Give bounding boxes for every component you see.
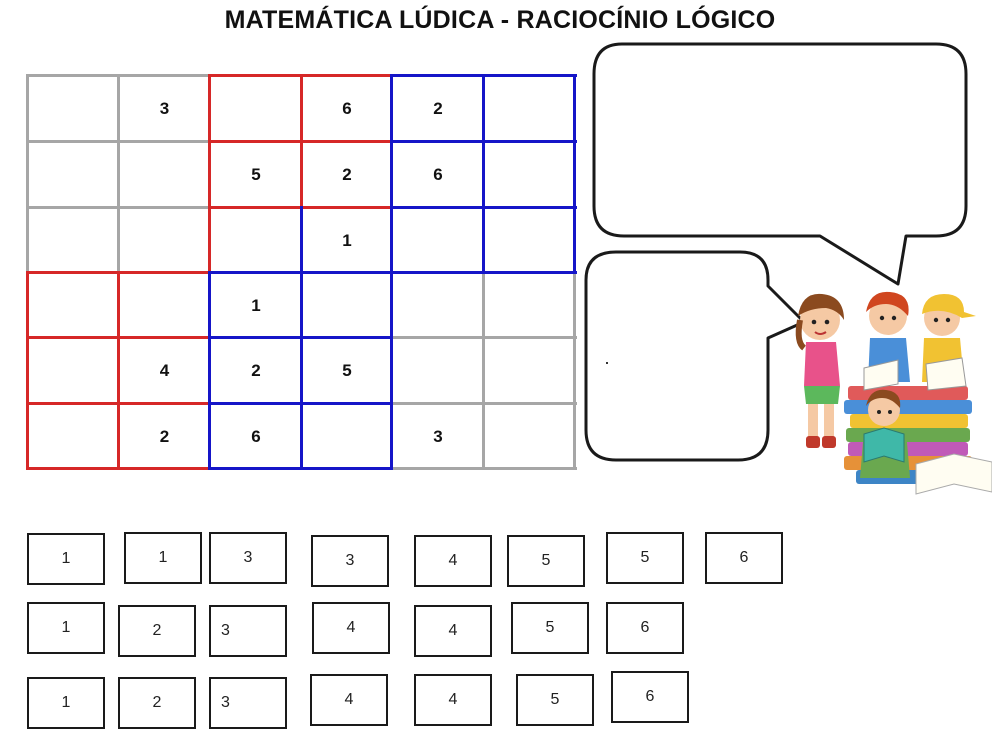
- number-tile[interactable]: 6: [611, 671, 689, 723]
- grid-cell-r6c6[interactable]: [484, 404, 575, 469]
- grid-line: [390, 74, 393, 274]
- number-tile[interactable]: 5: [511, 602, 589, 654]
- page-title: MATEMÁTICA LÚDICA - RACIOCÍNIO LÓGICO: [224, 6, 776, 34]
- grid-line: [393, 336, 577, 339]
- number-tile[interactable]: 4: [414, 605, 492, 657]
- grid-cell-r4c3[interactable]: 1: [251, 295, 261, 315]
- number-tile[interactable]: 1: [27, 602, 105, 654]
- grid-line: [393, 402, 577, 405]
- grid-cell-r5c5[interactable]: [392, 338, 484, 404]
- number-tile[interactable]: 3: [311, 535, 389, 587]
- grid-cell-r5c1[interactable]: [28, 338, 119, 404]
- number-tile[interactable]: 1: [27, 677, 105, 729]
- grid-cell-r3c4[interactable]: 1: [342, 230, 352, 250]
- grid-cell-r1c2[interactable]: 3: [159, 99, 170, 118]
- number-tile[interactable]: 4: [310, 674, 388, 726]
- grid-cell-r3c3[interactable]: [210, 208, 302, 273]
- grid-cell-r6c5[interactable]: 3: [433, 426, 443, 446]
- grid-cell-r2c4[interactable]: 2: [342, 165, 352, 184]
- number-tile[interactable]: 3: [209, 532, 287, 584]
- grid-cell-r1c3[interactable]: [210, 76, 302, 142]
- grid-cell-r2c6[interactable]: [484, 142, 575, 208]
- grid-cell-r2c5[interactable]: 6: [433, 165, 443, 184]
- number-tile[interactable]: 5: [507, 535, 585, 587]
- grid-line: [26, 74, 29, 273]
- number-tile[interactable]: 4: [312, 602, 390, 654]
- grid-cell-r2c2[interactable]: [119, 142, 210, 208]
- grid-cell-r3c5[interactable]: [392, 208, 484, 273]
- grid-line: [208, 74, 211, 274]
- grid-line: [117, 271, 120, 470]
- grid-cell-r1c5[interactable]: 2: [433, 99, 443, 118]
- grid-line: [26, 271, 29, 470]
- grid-cell-r6c1[interactable]: [28, 404, 119, 469]
- children-reading-books-icon: [786, 286, 992, 498]
- grid-cell-r3c6[interactable]: [484, 208, 575, 273]
- grid-cell-r4c4[interactable]: [302, 273, 392, 338]
- number-tile[interactable]: 6: [705, 532, 783, 584]
- grid-cell-r4c6[interactable]: [484, 273, 575, 338]
- number-tile[interactable]: 5: [606, 532, 684, 584]
- grid-cell-r5c3[interactable]: 2: [251, 361, 261, 380]
- grid-cell-r6c3[interactable]: 6: [251, 426, 261, 446]
- number-tile[interactable]: 5: [516, 674, 594, 726]
- number-tile[interactable]: 2: [118, 677, 196, 729]
- grid-cell-r1c1[interactable]: [28, 76, 119, 142]
- grid-line: [573, 274, 576, 470]
- grid-cell-r1c4[interactable]: 6: [342, 99, 352, 118]
- grid-line: [393, 467, 577, 470]
- grid-line: [208, 271, 211, 470]
- grid-cell-r3c1[interactable]: [28, 208, 119, 273]
- grid-cell-r6c2[interactable]: 2: [159, 426, 170, 446]
- grid-line: [482, 74, 485, 274]
- grid-line: [573, 74, 576, 274]
- number-tile[interactable]: 1: [27, 533, 105, 585]
- number-tile[interactable]: 4: [414, 535, 492, 587]
- grid-cell-r4c5[interactable]: [392, 273, 484, 338]
- grid-line: [300, 206, 303, 470]
- grid-cell-r1c6[interactable]: [484, 76, 575, 142]
- number-tile[interactable]: 2: [118, 605, 196, 657]
- grid-line: [300, 74, 303, 208]
- grid-cell-r4c2[interactable]: [119, 273, 210, 338]
- grid-cell-r5c6[interactable]: [484, 338, 575, 404]
- grid-cell-r2c1[interactable]: [28, 142, 119, 208]
- grid-line: [390, 271, 577, 274]
- number-tile[interactable]: 6: [606, 602, 684, 654]
- stray-dot: [606, 362, 608, 364]
- grid-cell-r4c1[interactable]: [28, 273, 119, 338]
- number-tile[interactable]: 3: [209, 677, 287, 729]
- grid-line: [482, 274, 485, 470]
- number-tile[interactable]: 4: [414, 674, 492, 726]
- number-tile[interactable]: 1: [124, 532, 202, 584]
- grid-cell-r3c2[interactable]: [119, 208, 210, 273]
- grid-line: [117, 74, 120, 273]
- grid-line: [390, 271, 393, 470]
- grid-cell-r6c4[interactable]: [302, 404, 392, 469]
- grid-cell-r5c2[interactable]: 4: [159, 361, 170, 380]
- grid-cell-r2c3[interactable]: 5: [251, 165, 261, 184]
- number-tile[interactable]: 3: [209, 605, 287, 657]
- grid-cell-r5c4[interactable]: 5: [342, 361, 352, 380]
